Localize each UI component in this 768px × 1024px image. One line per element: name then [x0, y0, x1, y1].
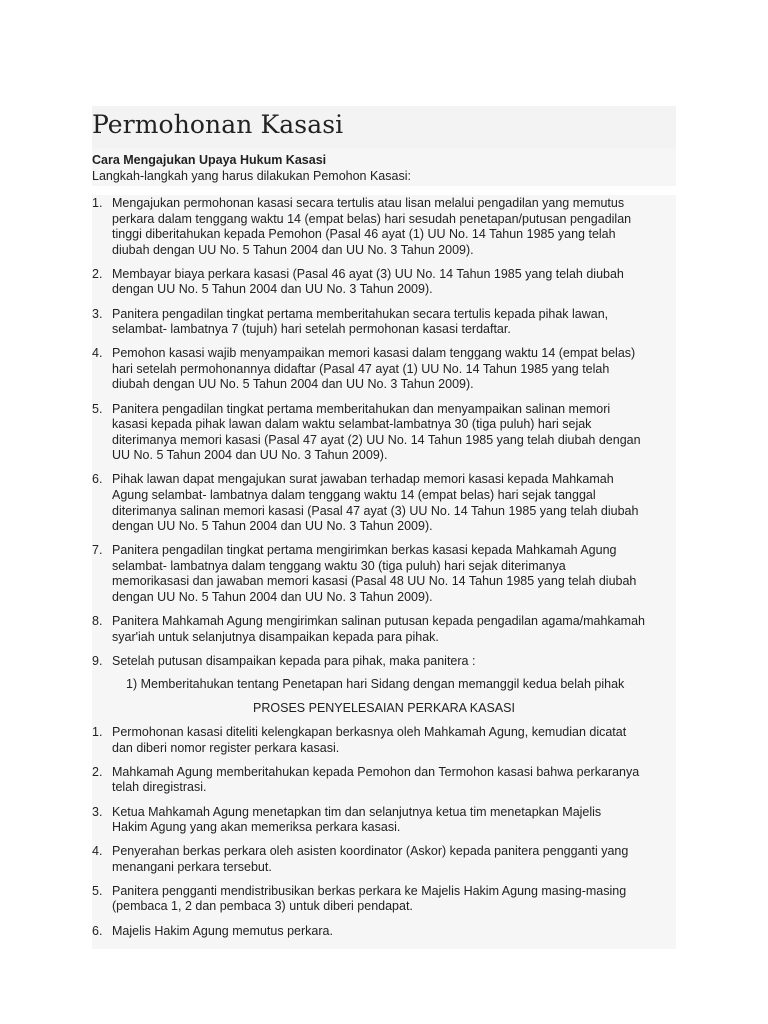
list-line: dengan UU No. 5 Tahun 2004 dan UU No. 3 Tahun 2009). [112, 282, 433, 297]
list-number: 3. [92, 804, 103, 819]
process-item [92, 765, 676, 796]
list-number: 4. [92, 346, 103, 361]
list-line: telah diregistrasi. [112, 780, 207, 795]
step-item [92, 307, 676, 338]
list-line: kasasi kepada pihak lawan dalam waktu selambat-lambatnya 30 (tiga puluh) hari sejak [112, 417, 592, 432]
step-item [92, 196, 676, 258]
list-number: 6. [92, 923, 103, 938]
process-item [92, 924, 676, 940]
list-number: 1. [92, 196, 103, 210]
list-line: selambat- lambatnya dalam tenggang waktu 30 (tiga puluh) hari sejak diterimanya [112, 558, 566, 573]
list-line: diubah dengan UU No. 5 Tahun 2004 dan UU No. 3 Tahun 2009). [112, 377, 474, 392]
sub-item: 1) Memberitahukan tentang Penetapan hari Sidang dengan memanggil kedua belah pihak [126, 676, 625, 691]
list-line: Hakim Agung yang akan memeriksa perkara kasasi. [112, 820, 401, 835]
list-number: 9. [92, 653, 103, 668]
list-line: hari setelah permohonannya didaftar (Pasal 47 ayat (1) UU No. 14 Tahun 1985 yang telah [112, 361, 610, 376]
list-line: dengan UU No. 5 Tahun 2004 dan UU No. 3 Tahun 2009). [112, 519, 433, 534]
step-item [92, 346, 676, 393]
list-line: Panitera pengadilan tingkat pertama mengirimkan berkas kasasi kepada Mahkamah Agung [112, 543, 617, 558]
list-line: Majelis Hakim Agung memutus perkara. [112, 923, 333, 938]
list-line: perkara dalam tenggang waktu 14 (empat belas) hari sesudah penetapan/putusan pengadilan [112, 211, 632, 226]
step-item [92, 402, 676, 464]
step-item [92, 472, 676, 534]
list-line: Ketua Mahkamah Agung menetapkan tim dan selanjutnya ketua tim menetapkan Majelis [112, 804, 602, 819]
list-line: (pembaca 1, 2 dan pembaca 3) untuk diberi pendapat. [112, 899, 413, 914]
list-line: UU No. 5 Tahun 2004 dan UU No. 3 Tahun 2009). [112, 448, 388, 463]
list-line: Panitera pengganti mendistribusikan berkas perkara ke Majelis Hakim Agung masing-masing [112, 883, 627, 898]
process-item [92, 884, 676, 915]
list-line: Mengajukan permohonan kasasi secara tertulis atau lisan melalui pengadilan yang memutus [112, 196, 625, 210]
intro-text: Langkah-langkah yang harus dilakukan Pemohon Kasasi: [92, 169, 411, 183]
list-number: 8. [92, 614, 103, 629]
steps-list [92, 196, 676, 669]
list-line: diterimanya memori kasasi (Pasal 47 ayat (2) UU No. 14 Tahun 1985 yang telah diubah dengan [112, 432, 641, 447]
list-number: 2. [92, 764, 103, 779]
section-subtitle: Cara Mengajukan Upaya Hukum Kasasi [92, 153, 327, 167]
step-item [92, 267, 676, 298]
list-line: menangani perkara tersebut. [112, 859, 272, 874]
step-item [92, 654, 676, 670]
list-line: Penyerahan berkas perkara oleh asisten koordinator (Askor) kepada panitera pengganti yang [112, 844, 629, 859]
step-item [92, 543, 676, 605]
list-number: 4. [92, 844, 103, 859]
list-line: Pemohon kasasi wajib menyampaikan memori kasasi dalam tenggang waktu 14 (empat belas) [112, 346, 636, 361]
list-line: Setelah putusan disampaikan kepada para pihak, maka panitera : [112, 653, 476, 668]
list-number: 5. [92, 401, 103, 416]
process-item [92, 805, 676, 836]
list-line: Panitera Mahkamah Agung mengirimkan salinan putusan kepada pengadilan agama/mahkamah [112, 614, 645, 629]
list-line: diubah dengan UU No. 5 Tahun 2004 dan UU No. 3 Tahun 2009). [112, 242, 474, 257]
list-number: 1. [92, 725, 103, 740]
process-list [92, 725, 676, 939]
subtitle-block [92, 148, 676, 186]
list-line: dengan UU No. 5 Tahun 2004 dan UU No. 3 Tahun 2009). [112, 590, 433, 605]
process-item [92, 844, 676, 875]
process-item [92, 725, 676, 756]
list-line: Permohonan kasasi diteliti kelengkapan berkasnya oleh Mahkamah Agung, kemudian dicatat [112, 725, 627, 740]
list-line: syar'iah untuk selanjutnya disampaikan kepada para pihak. [112, 629, 439, 644]
document-page [92, 106, 676, 949]
page-title: Permohonan Kasasi [92, 110, 344, 139]
list-number: 6. [92, 472, 103, 487]
list-line: dan diberi nomor register perkara kasasi. [112, 740, 340, 755]
content-block [92, 195, 676, 949]
list-line: Panitera pengadilan tingkat pertama memberitahukan dan menyampaikan salinan memori [112, 401, 611, 416]
list-number: 5. [92, 883, 103, 898]
list-number: 3. [92, 306, 103, 321]
list-line: diterimanya salinan memori kasasi (Pasal 47 ayat (3) UU No. 14 Tahun 1985 yang telah diubah [112, 503, 639, 518]
list-line: Pihak lawan dapat mengajukan surat jawaban terhadap memori kasasi kepada Mahkamah [112, 472, 614, 487]
list-line: selambat- lambatnya 7 (tujuh) hari setelah permohonan kasasi terdaftar. [112, 322, 511, 337]
section-heading: PROSES PENYELESAIAN PERKARA KASASI [253, 700, 515, 715]
list-line: Panitera pengadilan tingkat pertama memberitahukan secara tertulis kepada pihak lawan, [112, 306, 609, 321]
list-line: Membayar biaya perkara kasasi (Pasal 46 ayat (3) UU No. 14 Tahun 1985 yang telah diubah [112, 266, 624, 281]
step-item [92, 614, 676, 645]
list-line: memorikasasi dan jawaban memori kasasi (Pasal 48 UU No. 14 Tahun 1985 yang telah diubah [112, 574, 637, 589]
list-line: Mahkamah Agung memberitahukan kepada Pemohon dan Termohon kasasi bahwa perkaranya [112, 764, 640, 779]
list-number: 2. [92, 266, 103, 281]
list-line: tinggi diberitahukan kepada Pemohon (Pasal 46 ayat (1) UU No. 14 Tahun 1985 yang telah [112, 227, 616, 242]
list-number: 7. [92, 543, 103, 558]
title-block [92, 106, 676, 148]
list-line: Agung selambat- lambatnya dalam tenggang waktu 14 (empat belas) hari sejak tanggal [112, 488, 596, 502]
